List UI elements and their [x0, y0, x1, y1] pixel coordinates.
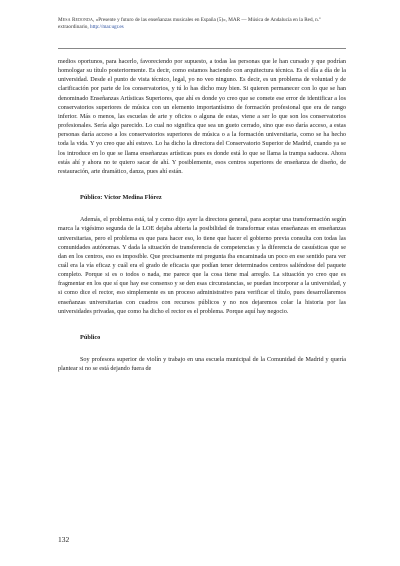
speaker-heading: Público: Víctor Medina Flórez	[80, 194, 162, 202]
paragraph: Soy profesora superior de violín y trabajo en una escuela municipal de la Comunidad de Madrid y quería plantear si no se está dejando fuera de	[58, 357, 346, 373]
running-header	[58, 17, 346, 31]
header-link[interactable]: http://mar.ugr.es	[89, 24, 124, 30]
article-body	[58, 58, 346, 374]
page-number: 132	[58, 535, 70, 544]
header-citation: , «Presente y futuro de las enseñanzas musicales en España (5)», MAR — Música de Andalucía en la Red, n.º extraordinario,	[58, 17, 321, 30]
header-author: Mesa Redonda	[58, 17, 94, 23]
paragraph-continued: medios oportunos, para hacerlo, favoreciendo por supuesto, a todas las personas que le han cursado y que podrían homologar su título posteriormente. Es decir, como estamos haciendo con arquitectura técnica. Es el día a día de la universidad. Desde el punto de vista técnico, legal, yo no veo ninguno. Es decir, es un problema de voluntad y de clarificación por parte de los conservatorios, y tú lo has dicho muy bien. Si quieren permanecer con lo que se han denominado Enseñanzas Artísticas Superiores, que ahí es donde yo creo que se comete ese error de identificar a los conservatorios superiores de música con un elemento importantísimo de formación profesional que era de rango inferior. Más o menos, las escuelas de arte y oficios o alguna de estas, viene a ser lo que son los conservatorios profesionales. Sería algo parecido. Lo cual no significa que sea un gueto cerrado, sino que eso daría acceso, a estas personas daría acceso a los conservatorios superiores de música o a la formación universitaria, como se ha hecho toda la vida. Y yo creo que ahí estuvo. Lo ha dicho la directora del Conservatorio Superior de Madrid, cuando ya se los introduce en lo que se llama enseñanzas artísticas pues es donde está lo que se llama la trampa saducea. Ahora estás ahí y ahora no te quiero sacar de ahí. Y posiblemente, esos centros superiores de enseñanza de diseño, de restauración, arte dramático, danza, pues ahí están.	[58, 59, 346, 175]
header-rule	[58, 48, 346, 49]
paragraph: Además, el problema está, tal y como dijo ayer la directora general, para aceptar una transformación según marca la vigésimo segunda de la LOE dejaba abierta la posibilidad de transformar estas enseñanzas en enseñanzas universitarias, pero el problema es que para hacer eso, lo tiene que hacer el gobierno previa consulta con todas las comunidades autónomas. Y dada la situación de transferencia de competencias y la diferencia de casuísticas que se dan en los centros, eso es imposible. Que precisamente mi pregunta iba encaminada un poco en ese sentido para ver cuál era la vía eficaz y cuál era el grado de eficacia que podían tener determinados centros saliéndose del paquete completo. Porque si es o todos o nada, me parece que la cosa tiene mal arreglo. La situación yo creo que es fragmentar en los que sí que hay ese consenso y se den esas circunstancias, se puedan incorporar a la universidad, y si como dice el rector, eso simplemente es un proceso administrativo para verificar el título, pues desarrollaremos enseñanzas universitarias con cuadros con recursos públicos y no nos dejaremos colar la historia por las universidades privadas, que como ha dicho el rector es el problema. Porque aquí hay negocio.	[58, 217, 346, 315]
speaker-heading: Público	[80, 333, 101, 341]
